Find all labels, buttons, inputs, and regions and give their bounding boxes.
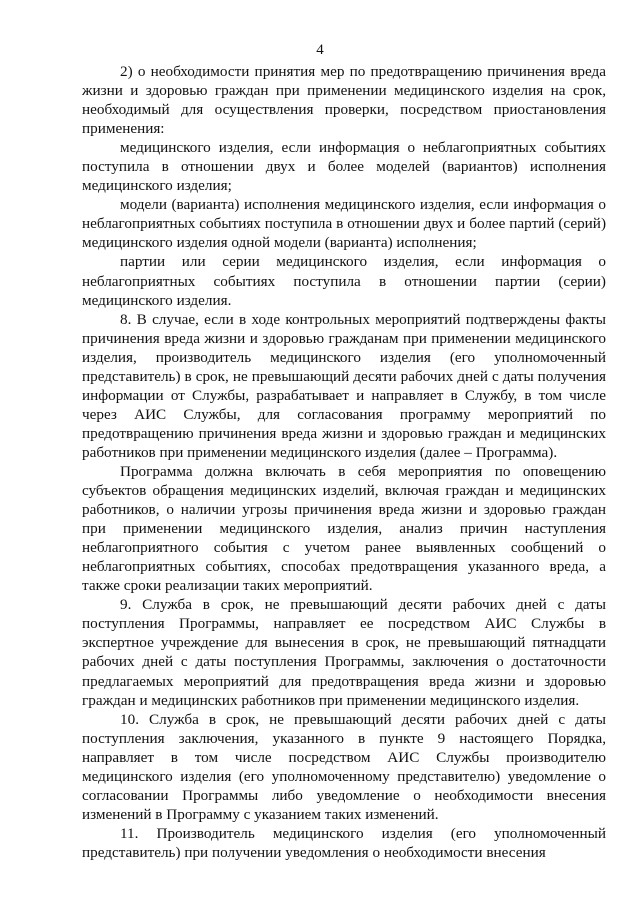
paragraph-model: модели (варианта) исполнения медицинского изделия, если информация о неблагоприятных событиях поступила в отношении двух и более партий (серий) медицинского изделия одной модели (варианта) исполнения; (82, 196, 606, 252)
paragraph-10: 10. Служба в срок, не превышающий десяти рабочих дней с даты поступления заключения, указанного в пункте 9 настоящего Порядка, направляет в том числе посредством АИС Службы производителю медицинского изделия (его уполномоченному представителю) уведомление о согласовании Программы либо уведомление о необходимости внесения изменений в Программу с указанием таких изменений. (82, 710, 606, 823)
page-number: 4 (316, 42, 324, 58)
paragraph-item-2: 2) о необходимости принятия мер по предотвращению причинения вреда жизни и здоровью граждан при применении медицинского изделия на срок, необходимый для осуществления проверки, посредством приостановления применения: (82, 63, 606, 138)
paragraph-9: 9. Служба в срок, не превышающий десяти рабочих дней с даты поступления Программы, направляет ее посредством АИС Службы в экспертное учреждение для вынесения в срок, не превышающий пятнадцати рабочих дней с даты поступления Программы, заключения о достаточности предлагаемых мероприятий для предотвращения вреда жизни и здоровью граждан и медицинских работников при применении медицинского изделия. (82, 596, 606, 709)
paragraph-11: 11. Производитель медицинского изделия (его уполномоченный представитель) при получении уведомления о необходимости внесения (82, 824, 606, 861)
document-body (82, 62, 606, 862)
paragraph-device: медицинского изделия, если информация о неблагоприятных событиях поступила в отношении двух и более моделей (вариантов) исполнения медицинского изделия; (82, 139, 606, 195)
paragraph-8: 8. В случае, если в ходе контрольных мероприятий подтверждены факты причинения вреда жизни и здоровью гражданам при применении медицинского изделия, производитель медицинского изделия (его уполномоченный представитель) в срок, не превышающий десяти рабочих дней с даты получения информации от Службы, разрабатывает и направляет в Службу, в том числе через АИС Службы, для согласования программу мероприятий по предотвращению причинения вреда жизни и здоровью граждан и медицинских работников при применении медицинского изделия (далее – Программа). (82, 310, 606, 461)
paragraph-program: Программа должна включать в себя мероприятия по оповещению субъектов обращения медицинских изделий, включая граждан и медицинских работников, о наличии угрозы причинения вреда жизни и здоровью граждан при применении медицинского изделия, анализ причин наступления неблагоприятного события с учетом ранее выявленных сообщений о неблагоприятных событиях, способах предотвращения указанного вреда, а также сроки реализации таких мероприятий. (82, 462, 606, 595)
paragraph-batch: партии или серии медицинского изделия, если информация о неблагоприятных событиях поступила в отношении партии (серии) медицинского изделия. (82, 253, 606, 309)
